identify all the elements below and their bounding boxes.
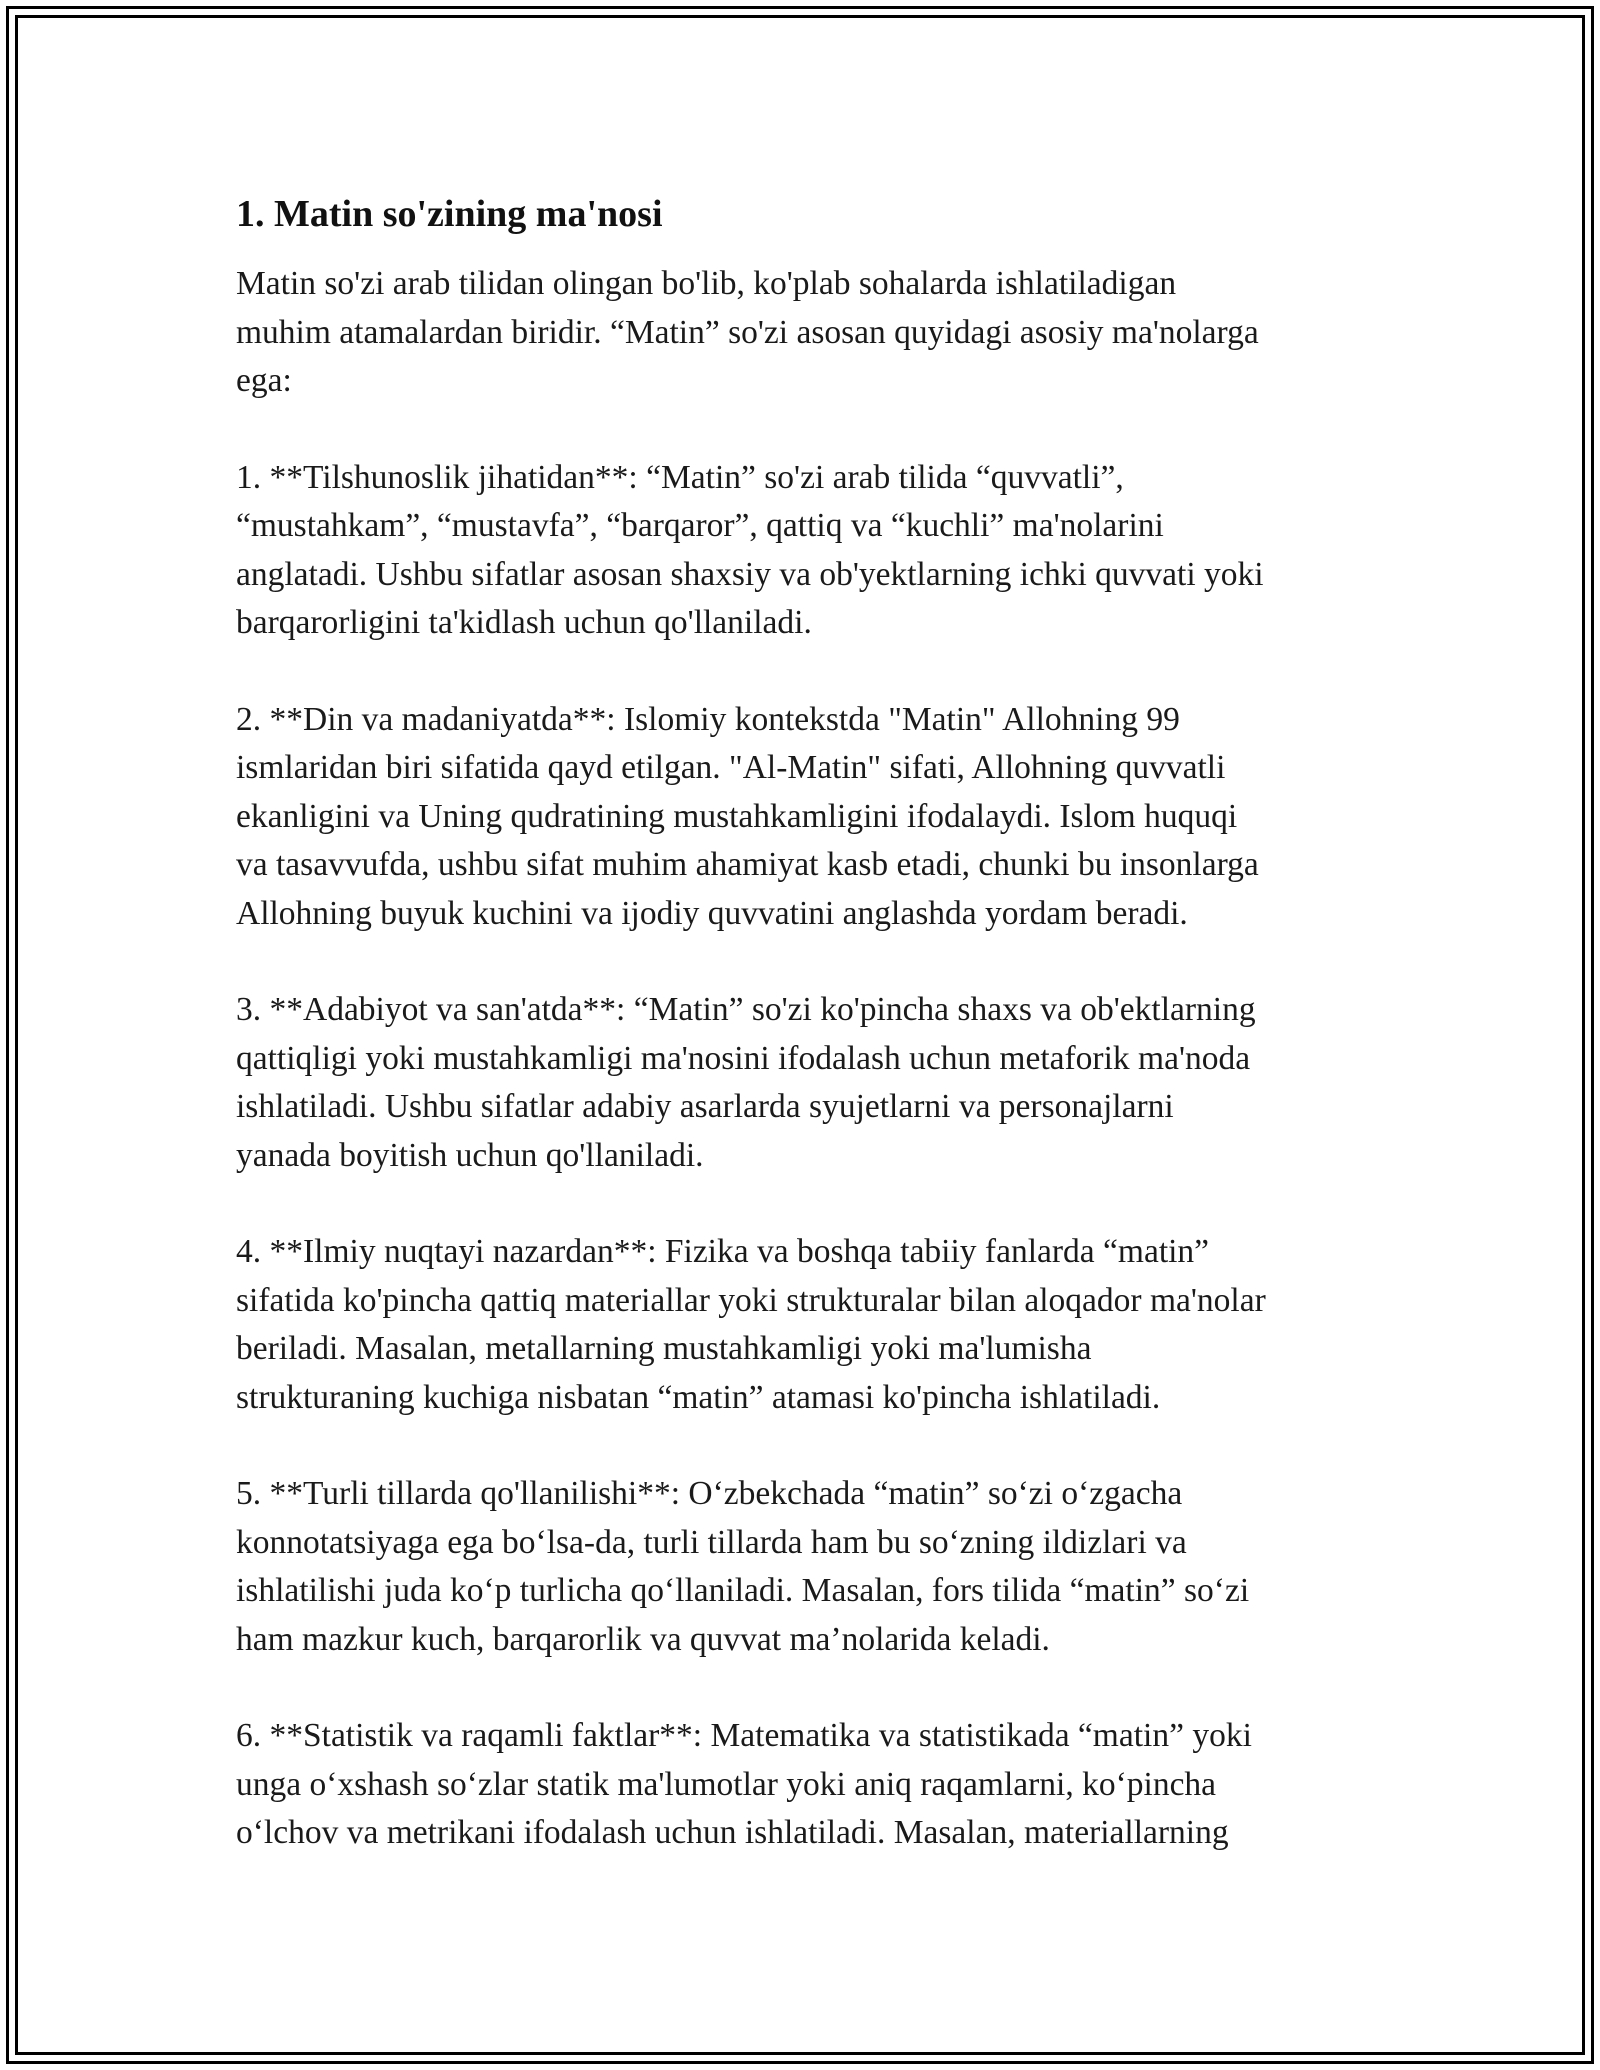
paragraph-line: o‘lchov va metrikani ifodalash uchun ishlatiladi. Masalan, materiallarning <box>236 1814 1229 1851</box>
paragraph-line: 4. **Ilmiy nuqtayi nazardan**: Fizika va boshqa tabiiy fanlarda “matin” <box>236 1233 1210 1270</box>
paragraph-line: 1. **Tilshunoslik jihatidan**: “Matin” so'zi arab tilida “quvvatli”, <box>236 458 1124 496</box>
paragraph-line: Matin so'zi arab tilidan olingan bo'lib, ko'plab sohalarda ishlatiladigan <box>236 265 1177 302</box>
languages-paragraph <box>236 1470 1376 1664</box>
paragraph-line: ishlatiladi. Ushbu sifatlar adabiy asarlarda syujetlarni va personajlarni <box>236 1088 1174 1125</box>
paragraph-line: ishlatilishi juda ko‘p turlicha qo‘llaniladi. Masalan, fors tilida “matin” so‘zi <box>236 1572 1250 1609</box>
science-paragraph <box>236 1228 1376 1422</box>
paragraph-line: strukturaning kuchiga nisbatan “matin” atamasi ko'pincha ishlatiladi. <box>236 1378 1161 1416</box>
paragraph-line: ega: <box>236 362 292 399</box>
statistics-paragraph <box>236 1712 1376 1858</box>
paragraph-line: yanada boyitish uchun qo'llaniladi. <box>236 1136 704 1174</box>
paragraph-line: ekanligini va Uning qudratining mustahkamligini ifodalaydi. Islom huquqi <box>236 797 1238 835</box>
paragraph-line: anglatadi. Ushbu sifatlar asosan shaxsiy va ob'yektlarning ichki quvvati yoki <box>236 555 1264 593</box>
literature-paragraph <box>236 986 1376 1180</box>
document-title: 1. Matin so'zining ma'nosi <box>236 193 663 235</box>
intro-paragraph <box>236 260 1376 406</box>
paragraph-line: unga o‘xshash so‘zlar statik ma'lumotlar yoki aniq raqamlarni, ko‘pincha <box>236 1765 1217 1803</box>
paragraph-line: 2. **Din va madaniyatda**: Islomiy kontekstda "Matin" Allohning 99 <box>236 700 1180 738</box>
paragraph-line: qattiqligi yoki mustahkamligi ma'nosini ifodalash uchun metaforik ma'noda <box>236 1039 1251 1077</box>
paragraph-line: beriladi. Masalan, metallarning mustahkamligi yoki ma'lumisha <box>236 1330 1092 1367</box>
paragraph-line: ham mazkur kuch, barqarorlik va quvvat ma’nolarida keladi. <box>236 1620 1050 1658</box>
paragraph-line: ismlaridan biri sifatida qayd etilgan. "Al-Matin" sifati, Allohning quvvatli <box>236 749 1226 786</box>
document-body <box>236 190 1376 1906</box>
paragraph-line: 6. **Statistik va raqamli faktlar**: Matematika va statistikada “matin” yoki <box>236 1717 1252 1754</box>
paragraph-line: muhim atamalardan biridir. “Matin” so'zi asosan quyidagi asosiy ma'nolarga <box>236 313 1259 351</box>
paragraph-line: Allohning buyuk kuchini va ijodiy quvvatini anglashda yordam beradi. <box>236 894 1188 932</box>
paragraph-line: 5. **Turli tillarda qo'llanilishi**: O‘zbekchada “matin” so‘zi o‘zgacha <box>236 1475 1183 1512</box>
paragraph-line: va tasavvufda, ushbu sifat muhim ahamiyat kasb etadi, chunki bu insonlarga <box>236 846 1259 883</box>
paragraph-line: “mustahkam”, “mustavfa”, “barqaror”, qattiq va “kuchli” ma'nolarini <box>236 507 1164 544</box>
paragraph-line: barqarorligini ta'kidlash uchun qo'llaniladi. <box>236 604 812 641</box>
paragraph-line: konnotatsiyaga ega bo‘lsa-da, turli tillarda ham bu so‘zning ildizlari va <box>236 1523 1187 1561</box>
linguistics-paragraph <box>236 454 1376 648</box>
religion-paragraph <box>236 696 1376 939</box>
paragraph-line: sifatida ko'pincha qattiq materiallar yoki strukturalar bilan aloqador ma'nolar <box>236 1281 1266 1319</box>
paragraph-line: 3. **Adabiyot va san'atda**: “Matin” so'zi ko'pincha shaxs va ob'ektlarning <box>236 991 1256 1028</box>
